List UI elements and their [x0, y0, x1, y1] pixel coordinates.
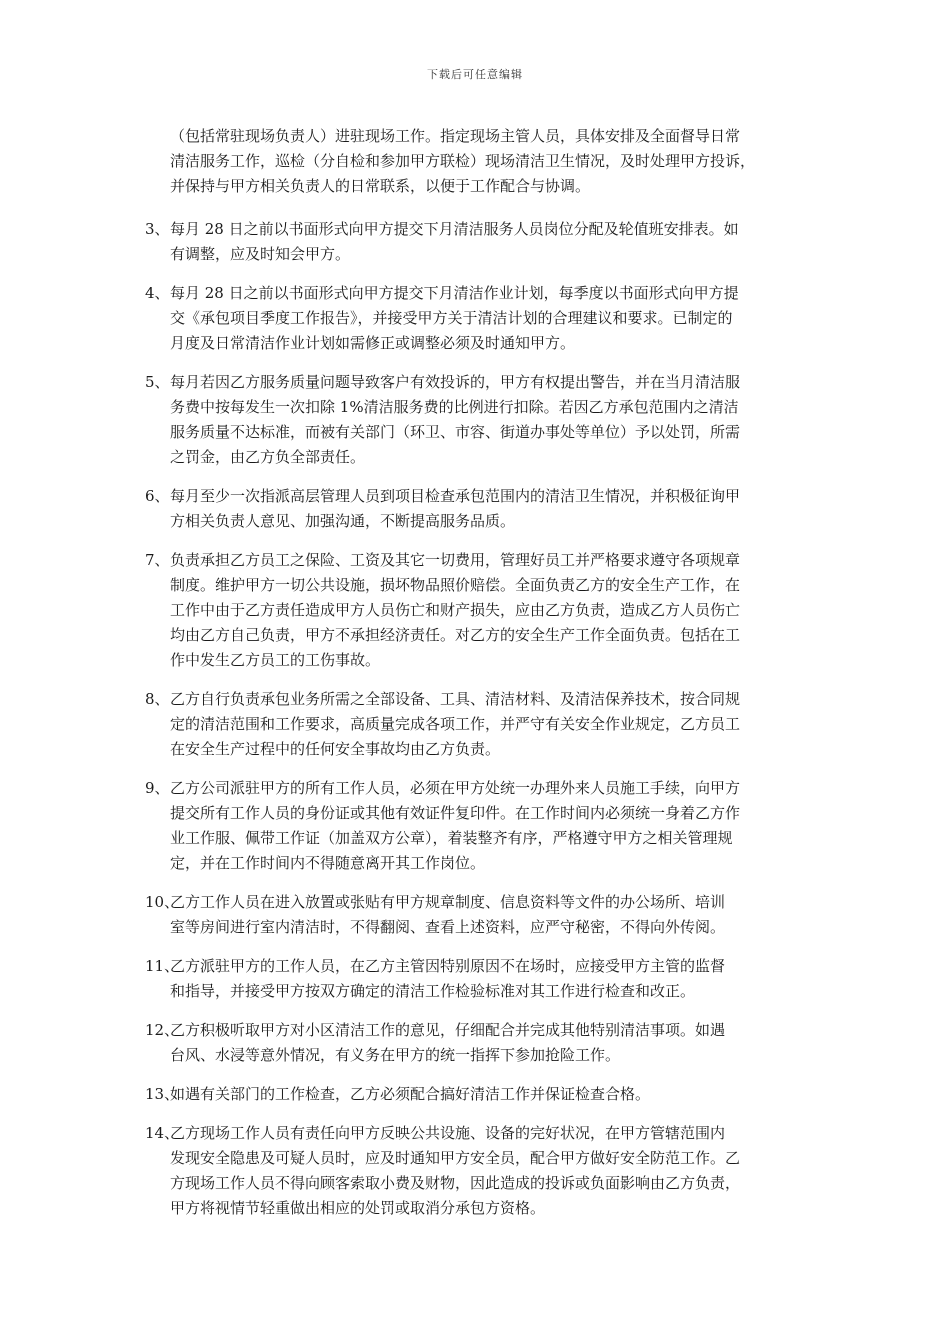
clause-text-line: 作中发生乙方员工的工伤事故。 — [170, 651, 381, 669]
clause-text-line: 服务质量不达标准，而被有关部门（环卫、市容、街道办事处等单位）予以处罚，所需 — [170, 423, 741, 441]
clause-number: 4、 — [145, 284, 170, 302]
clause-number: 11、 — [145, 957, 180, 975]
clause-text-line: 每月至少一次指派高层管理人员到项目检查承包范围内的清洁卫生情况，并积极征询甲 — [170, 487, 741, 505]
clause-item — [145, 687, 810, 762]
clause-text-line: 每月 28 日之前以书面形式向甲方提交下月清洁服务人员岗位分配及轮值班安排表。如 — [170, 220, 739, 238]
clause-text-line: 方相关负责人意见、加强沟通，不断提高服务品质。 — [170, 512, 516, 530]
clause-text-line: 乙方工作人员在进入放置或张贴有甲方规章制度、信息资料等文件的办公场所、培训 — [170, 893, 726, 911]
clause-item — [145, 548, 810, 673]
clause-text-line: 甲方将视情节轻重做出相应的处罚或取消分承包方资格。 — [170, 1199, 546, 1217]
clause-continuation — [145, 124, 810, 199]
clause-text-line: 如遇有关部门的工作检查，乙方必须配合搞好清洁工作并保证检查合格。 — [170, 1085, 651, 1103]
clause-number: 7、 — [145, 551, 170, 569]
clause-text-line: 乙方派驻甲方的工作人员，在乙方主管因特别原因不在场时，应接受甲方主管的监督 — [170, 957, 726, 975]
clause-text-line: 月度及日常清洁作业计划如需修正或调整必须及时通知甲方。 — [170, 334, 576, 352]
clause-text-line: 清洁服务工作，巡检（分自检和参加甲方联检）现场清洁卫生情况，及时处理甲方投诉， — [170, 152, 756, 170]
clause-text-line: 乙方自行负责承包业务所需之全部设备、工具、清洁材料、及清洁保养技术，按合同规 — [170, 690, 741, 708]
page-header: 下载后可任意编辑 — [427, 68, 523, 81]
clause-text-line: 制度。维护甲方一切公共设施，损坏物品照价赔偿。全面负责乙方的安全生产工作，在 — [170, 576, 741, 594]
clause-text-line: 每月 28 日之前以书面形式向甲方提交下月清洁作业计划，每季度以书面形式向甲方提 — [170, 284, 739, 302]
clause-item — [145, 217, 810, 267]
clause-text-line: （包括常驻现场负责人）进驻现场工作。指定现场主管人员，具体安排及全面督导日常 — [170, 127, 741, 145]
clause-number: 13、 — [145, 1085, 180, 1103]
clause-text-line: 室等房间进行室内清洁时，不得翻阅、查看上述资料，应严守秘密，不得向外传阅。 — [170, 918, 726, 936]
clause-text-line: 发现安全隐患及可疑人员时，应及时通知甲方安全员，配合甲方做好安全防范工作。乙 — [170, 1149, 741, 1167]
clause-item — [145, 484, 810, 534]
clause-item — [145, 1121, 810, 1221]
clause-text-line: 每月若因乙方服务质量问题导致客户有效投诉的，甲方有权提出警告，并在当月清洁服 — [170, 373, 741, 391]
clause-item — [145, 890, 810, 940]
clause-item — [145, 1082, 810, 1107]
clause-number: 12、 — [145, 1021, 180, 1039]
clause-text-line: 之罚金，由乙方负全部责任。 — [170, 448, 366, 466]
clause-item — [145, 281, 810, 356]
clause-text-line: 定的清洁范围和工作要求，高质量完成各项工作，并严守有关安全作业规定，乙方员工 — [170, 715, 741, 733]
clause-text-line: 并保持与甲方相关负责人的日常联系，以便于工作配合与协调。 — [170, 177, 591, 195]
clause-number: 14、 — [145, 1124, 180, 1142]
clause-text-line: 定，并在工作时间内不得随意离开其工作岗位。 — [170, 854, 486, 872]
clause-text-line: 乙方公司派驻甲方的所有工作人员，必须在甲方处统一办理外来人员施工手续，向甲方 — [170, 779, 741, 797]
clause-text-line: 负责承担乙方员工之保险、工资及其它一切费用，管理好员工并严格要求遵守各项规章 — [170, 551, 741, 569]
clause-text-line: 乙方积极听取甲方对小区清洁工作的意见，仔细配合并完成其他特别清洁事项。如遇 — [170, 1021, 726, 1039]
clause-number: 9、 — [145, 779, 170, 797]
clause-text-line: 方现场工作人员不得向顾客索取小费及财物，因此造成的投诉或负面影响由乙方负责， — [170, 1174, 741, 1192]
clause-item — [145, 954, 810, 1004]
clause-text-line: 均由乙方自己负责，甲方不承担经济责任。对乙方的安全生产工作全面负责。包括在工 — [170, 626, 741, 644]
clause-number: 6、 — [145, 487, 170, 505]
clause-text-line: 交《承包项目季度工作报告》，并接受甲方关于清洁计划的合理建议和要求。已制定的 — [170, 309, 733, 327]
clause-text-line: 提交所有工作人员的身份证或其他有效证件复印件。在工作时间内必须统一身着乙方作 — [170, 804, 741, 822]
clause-text-line: 务费中按每发生一次扣除 1%清洁服务费的比例进行扣除。若因乙方承包范围内之清洁 — [170, 398, 739, 416]
clause-text-line: 工作中由于乙方责任造成甲方人员伤亡和财产损失，应由乙方负责，造成乙方人员伤亡 — [170, 601, 741, 619]
clause-item — [145, 370, 810, 470]
clause-text-line: 乙方现场工作人员有责任向甲方反映公共设施、设备的完好状况，在甲方管辖范围内 — [170, 1124, 726, 1142]
clause-text-line: 有调整，应及时知会甲方。 — [170, 245, 351, 263]
clause-number: 5、 — [145, 373, 170, 391]
clause-item — [145, 1018, 810, 1068]
clause-item — [145, 776, 810, 876]
document-body — [145, 124, 810, 1235]
clause-text-line: 在安全生产过程中的任何安全事故均由乙方负责。 — [170, 740, 501, 758]
clause-number: 10、 — [145, 893, 180, 911]
clause-text-line: 和指导，并接受甲方按双方确定的清洁工作检验标准对其工作进行检查和改正。 — [170, 982, 696, 1000]
clause-number: 8、 — [145, 690, 170, 708]
clause-number: 3、 — [145, 220, 170, 238]
clause-text-line: 业工作服、佩带工作证（加盖双方公章），着装整齐有序，严格遵守甲方之相关管理规 — [170, 829, 733, 847]
clause-text-line: 台风、水浸等意外情况，有义务在甲方的统一指挥下参加抢险工作。 — [170, 1046, 621, 1064]
